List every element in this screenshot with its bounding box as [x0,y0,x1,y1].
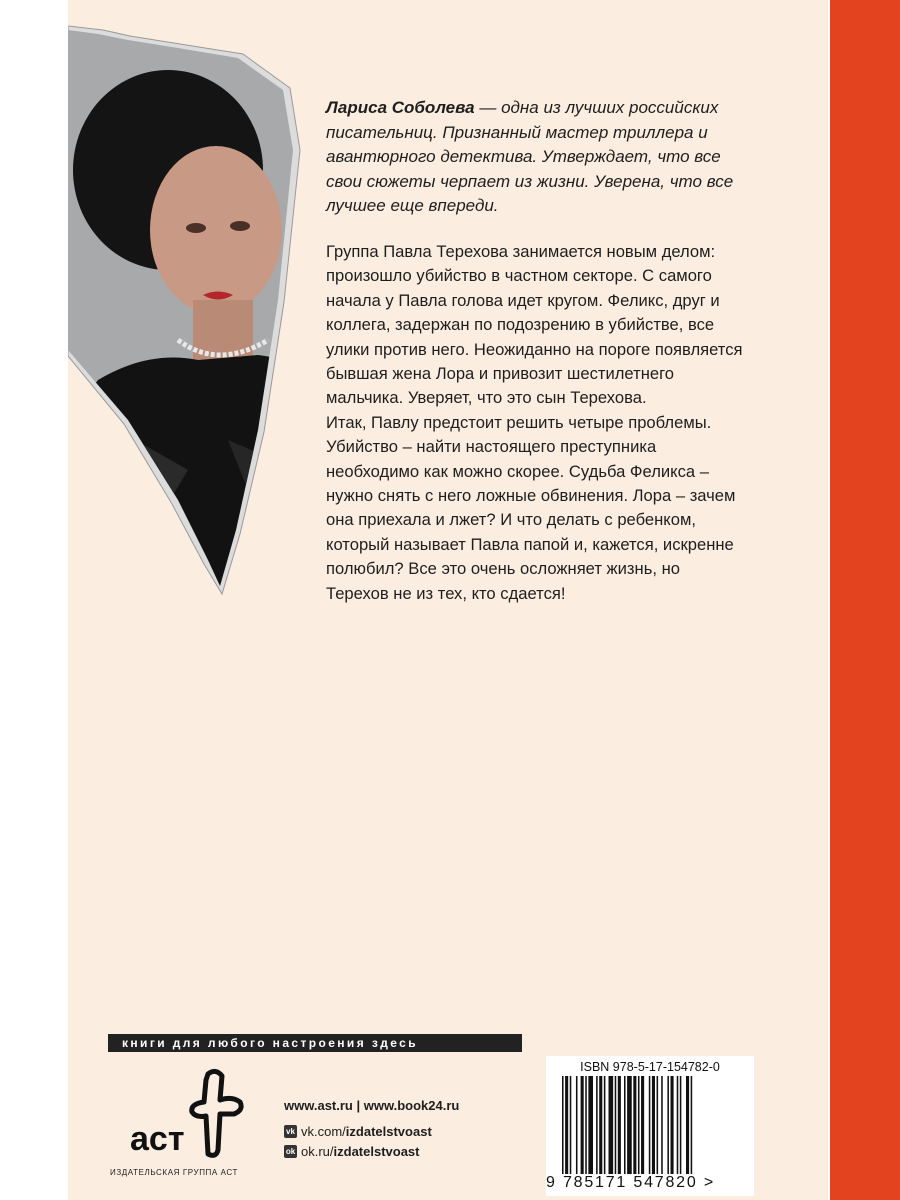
barcode-bar [596,1076,598,1174]
ast-logo-text: аст [130,1120,185,1158]
author-name: Лариса Соболева [326,98,475,117]
barcode-bar [691,1076,693,1174]
isbn-barcode-block [546,1056,754,1196]
barcode-bar [677,1076,679,1174]
vk-link[interactable] [284,1124,432,1139]
barcode-bar [576,1076,578,1174]
barcode-bar [570,1076,572,1174]
barcode-bar [652,1076,655,1174]
barcode-bar [671,1076,674,1174]
spine-stripe [830,0,900,1200]
description-paragraph-1: Группа Павла Терехова занимается новым делом: произошло убийство в частном секторе. С самого начала у Павла голова идет кругом. Феликс, друг и коллега, задержан по подозрению в убийстве, все улики против него. Неожиданно на пороге появляется бывшая жена Лора и привозит шестилетнего мальчика. Уверяет, что это сын Терехова. [326,242,743,408]
barcode-bar [599,1076,602,1174]
barcode-bar [661,1076,663,1174]
barcode [560,1076,746,1174]
author-bio-text: — одна из лучших российских писательниц. Признанный мастер триллера и авантюрного детектива. Утверждает, что все свои сюжеты черпает из жизни. Уверена, что все лучшее еще впереди. [326,98,734,215]
barcode-bar [588,1076,593,1174]
barcode-bar [604,1076,606,1174]
barcode-bar [627,1076,632,1174]
barcode-bar [657,1076,659,1174]
author-bio [326,96,746,219]
ast-logo [112,1066,262,1160]
description-paragraph-2: Итак, Павлу предстоит решить четыре проблемы. Убийство – найти настоящего преступника необходимо как можно скорее. Судьба Феликса – нужно снять с него ложные обвинения. Лора – зачем она приехала и лжет? И что делать с ребенком, который называет Павла папой и, кажется, искренне полюбил? Все это очень осложняет жизнь, но Терехов не из тех, кто сдается! [326,412,736,603]
ok-link[interactable] [284,1144,420,1159]
barcode-bar [667,1076,669,1174]
barcode-bar [633,1076,636,1174]
barcode-bar [618,1076,621,1174]
barcode-bar [624,1076,626,1174]
barcode-digits: 9 785171 547820 > [546,1174,715,1191]
barcode-bar [565,1076,568,1174]
barcode-bar [649,1076,651,1174]
author-photo [68,0,368,600]
barcode-bar [680,1076,682,1174]
ok-icon: ok [285,1147,296,1156]
publisher-caption: ИЗДАТЕЛЬСКАЯ ГРУППА АСТ [110,1168,239,1177]
vk-prefix: vk.com/ [301,1124,346,1139]
website-links[interactable]: www.ast.ru | www.book24.ru [284,1098,460,1113]
vk-handle: izdatelstvoast [345,1124,432,1139]
barcode-bar [615,1076,617,1174]
barcode-bar [609,1076,614,1174]
book-description [326,240,746,606]
barcode-bar [562,1076,564,1174]
barcode-bar [686,1076,689,1174]
barcode-bar [638,1076,640,1174]
barcode-bar [585,1076,587,1174]
barcode-bar [581,1076,584,1174]
isbn-label: ISBN 978-5-17-154782-0 [580,1060,720,1074]
tagline-banner: книги для любого настроения здесь [108,1034,522,1052]
ok-handle: izdatelstvoast [333,1144,420,1159]
back-cover [68,0,828,1200]
barcode-bar [641,1076,644,1174]
vk-icon: vk [284,1125,297,1138]
ok-prefix: ok.ru/ [301,1144,334,1159]
